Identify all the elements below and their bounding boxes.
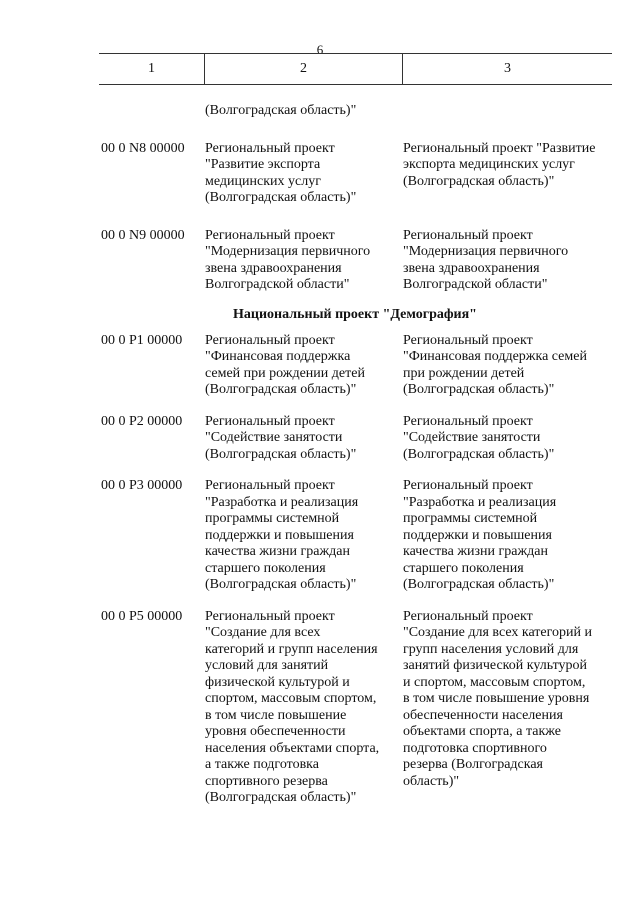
classification-code: 00 0 P5 00000 (101, 608, 183, 624)
page-number: 6 (316, 42, 324, 57)
column-header-row (99, 53, 612, 85)
table-row (0, 478, 640, 594)
classification-code: 00 0 P2 00000 (101, 413, 183, 429)
table-row (0, 609, 640, 807)
classification-code: 00 0 P1 00000 (101, 332, 183, 348)
project-name: Региональный проект "Создание для всех категорий и групп населения условий для занятий физической культурой и спортом, массовым спортом, в том числе повышение уровня обеспеченности населения объектами спорта, а также подготовка спортивного резерва (Волгоградская область)" (205, 608, 380, 805)
project-name: Региональный проект "Разработка и реализация программы системной поддержки и повышения качества жизни граждан старшего поколения (Волгоградская область)" (205, 478, 359, 592)
project-name-target: Региональный проект "Создание для всех категорий и групп населения условий для занятий физической культурой и спортом, массовым спортом, в том числе повышение уровня обеспеченности населения объектами спорта, а также подготовка спортивного резерва (Волгоградская область)" (403, 608, 592, 789)
classification-code: 00 0 N9 00000 (101, 227, 185, 243)
continued-row (0, 103, 640, 120)
table-body (0, 103, 640, 807)
column-header-1: 1 (99, 54, 205, 85)
project-name: Региональный проект "Модернизация первичного звена здравоохранения Волгоградской области" (205, 227, 371, 292)
project-name-target: Региональный проект "Развитие экспорта медицинских услуг (Волгоградская область)" (403, 140, 596, 189)
project-name-target: Региональный проект "Модернизация первичного звена здравоохранения Волгоградской области" (403, 227, 569, 292)
table-row (0, 141, 640, 207)
continued-text: (Волгоградская область)" (205, 103, 357, 118)
classification-code: 00 0 N8 00000 (101, 140, 185, 156)
project-name-target: Региональный проект "Содействие занятости (Волгоградская область)" (403, 413, 555, 462)
project-name-target: Региональный проект "Финансовая поддержка семей при рождении детей (Волгоградская область)" (403, 332, 587, 397)
table-row (0, 414, 640, 464)
project-name-target: Региональный проект "Разработка и реализация программы системной поддержки и повышения качества жизни граждан старшего поколения (Волгоградская область)" (403, 478, 557, 592)
column-header-2: 2 (205, 54, 403, 85)
project-name: Региональный проект "Финансовая поддержка семей при рождении детей (Волгоградская область)" (205, 332, 365, 397)
table-row (0, 228, 640, 294)
section-heading: Национальный проект "Демография" (233, 306, 477, 322)
classification-code: 00 0 P3 00000 (101, 478, 183, 493)
project-name: Региональный проект "Развитие экспорта медицинских услуг (Волгоградская область)" (205, 140, 357, 205)
table-row (0, 333, 640, 399)
project-name: Региональный проект "Содействие занятости (Волгоградская область)" (205, 413, 357, 462)
column-header-3: 3 (403, 54, 613, 85)
